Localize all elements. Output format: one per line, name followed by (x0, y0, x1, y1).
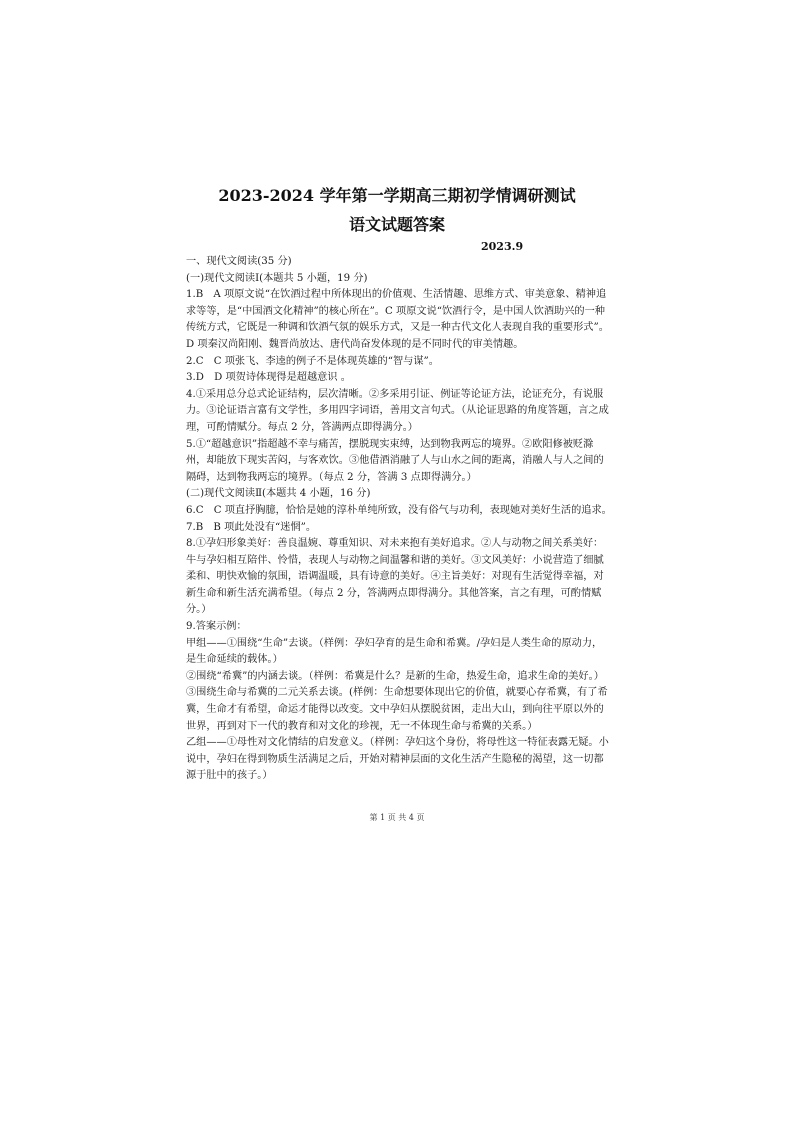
document-subtitle: 语文试题答案 (348, 215, 445, 234)
answer-paragraph: 6.C C 项直抒胸臆，恰恰是她的淳朴单纯所致，没有俗气与功利，表现她对美好生活的追求。 (186, 504, 612, 516)
answer-paragraph: 1.B A 项原文说“在饮酒过程中所体现出的价值观、生活情趣、思维方式、审美意象、精神追求等等，是“中国酒文化精神”的核心所在”。C 项原文说“饮酒行令，是中国人饮酒助兴的一种传统方式，它既是一种调和饮酒气氛的娱乐方式，又是一种古代文化人表现自我的重要形式”。D 项秦汉尚阳刚、魏晋尚放达、唐代尚奋发体现的是不同时代的审美情趣。 (186, 289, 609, 350)
answer-paragraph: 8.①孕妇形象美好：善良温婉、尊重知识、对未来抱有美好追求。②人与动物之间关系美好：牛与孕妇相互陪伴、怜惜，表现人与动物之间温馨和谐的美好。③文风美好：小说营造了细腻柔和、明快欢愉的氛围，语调温暖，具有诗意的美好。④主旨美好：对现有生活觉得幸福，对新生命和新生活充满希望。（每点 2 分，答满两点即得满分。其他答案，言之有理，可酌情赋分。） (186, 538, 604, 616)
answer-paragraph: ②围绕“希冀”的内涵去谈。（样例：希冀是什么？是新的生命，热爱生命，追求生命的美好。） (186, 670, 604, 682)
answer-paragraph: 9.答案示例： (186, 621, 247, 633)
answer-body (186, 254, 612, 785)
answer-paragraph: 3.D D 项贺诗体现得是超越意识 。 (186, 372, 351, 384)
section-heading: 一、现代文阅读(35 分) (186, 256, 292, 267)
answer-paragraph: ③围绕生命与希冀的二元关系去谈。(样例：生命想要体现出它的价值，就要心存希冀，有了希冀，生命才有希望，命运才能得以改变。文中孕妇从摆脱贫困，走出大山，到向往平原以外的世界，再到对下一代的教育和对文化的珍视，无一不体现生命与希冀的关系。） (186, 687, 608, 732)
answer-paragraph: 5.①“超越意识”指超越不幸与痛苦，摆脱现实束缚，达到物我两忘的境界。②欧阳修被贬滁州，却能放下现实苦闷，与客欢饮。③他借酒消融了人与山水之间的距离，消融人与人之间的隔碍，达到物我两忘的境界。（每点 2 分，答满 3 点即得满分。） (186, 438, 604, 483)
answer-paragraph: 4.①采用总分总式论证结构，层次清晰。②多采用引证、例证等论证方法，论证充分，有说服力。③论证语言富有文学性，多用四字词语，善用文言句式。（从论证思路的角度答题，言之成理，可酌情赋分。每点 2 分，答满两点即得满分。） (186, 388, 609, 433)
subsection-heading: (二)现代文阅读Ⅱ(本题共 4 小题，16 分) (186, 488, 371, 500)
answer-paragraph: 甲组——①围绕“生命”去谈。（样例：孕妇孕育的是生命和希冀。/孕妇是人类生命的原动力，是生命延续的载体。） (186, 637, 603, 666)
answer-paragraph: 乙组——①母性对文化情结的启发意义。（样例：孕妇这个身份，将母性这一特征表露无疑。小说中，孕妇在得到物质生活满足之后，开始对精神层面的文化生活产生隐秘的渴望，这一切都源于肚中的孩子。） (186, 737, 609, 782)
page-footer: 第 1 页 共 4 页 (369, 813, 425, 822)
answer-paragraph: 2.C C 项张飞、李逵的例子不是体现英雄的“智与谋”。 (186, 355, 439, 367)
subsection-heading: (一)现代文阅读Ⅰ(本题共 5 小题，19 分) (186, 272, 368, 284)
answer-paragraph: 7.B B 项此处没有“迷惘”。 (186, 521, 317, 533)
document-title: 2023-2024 学年第一学期高三期初学情调研测试 (218, 186, 576, 205)
document-date: 2023.9 (481, 240, 524, 253)
